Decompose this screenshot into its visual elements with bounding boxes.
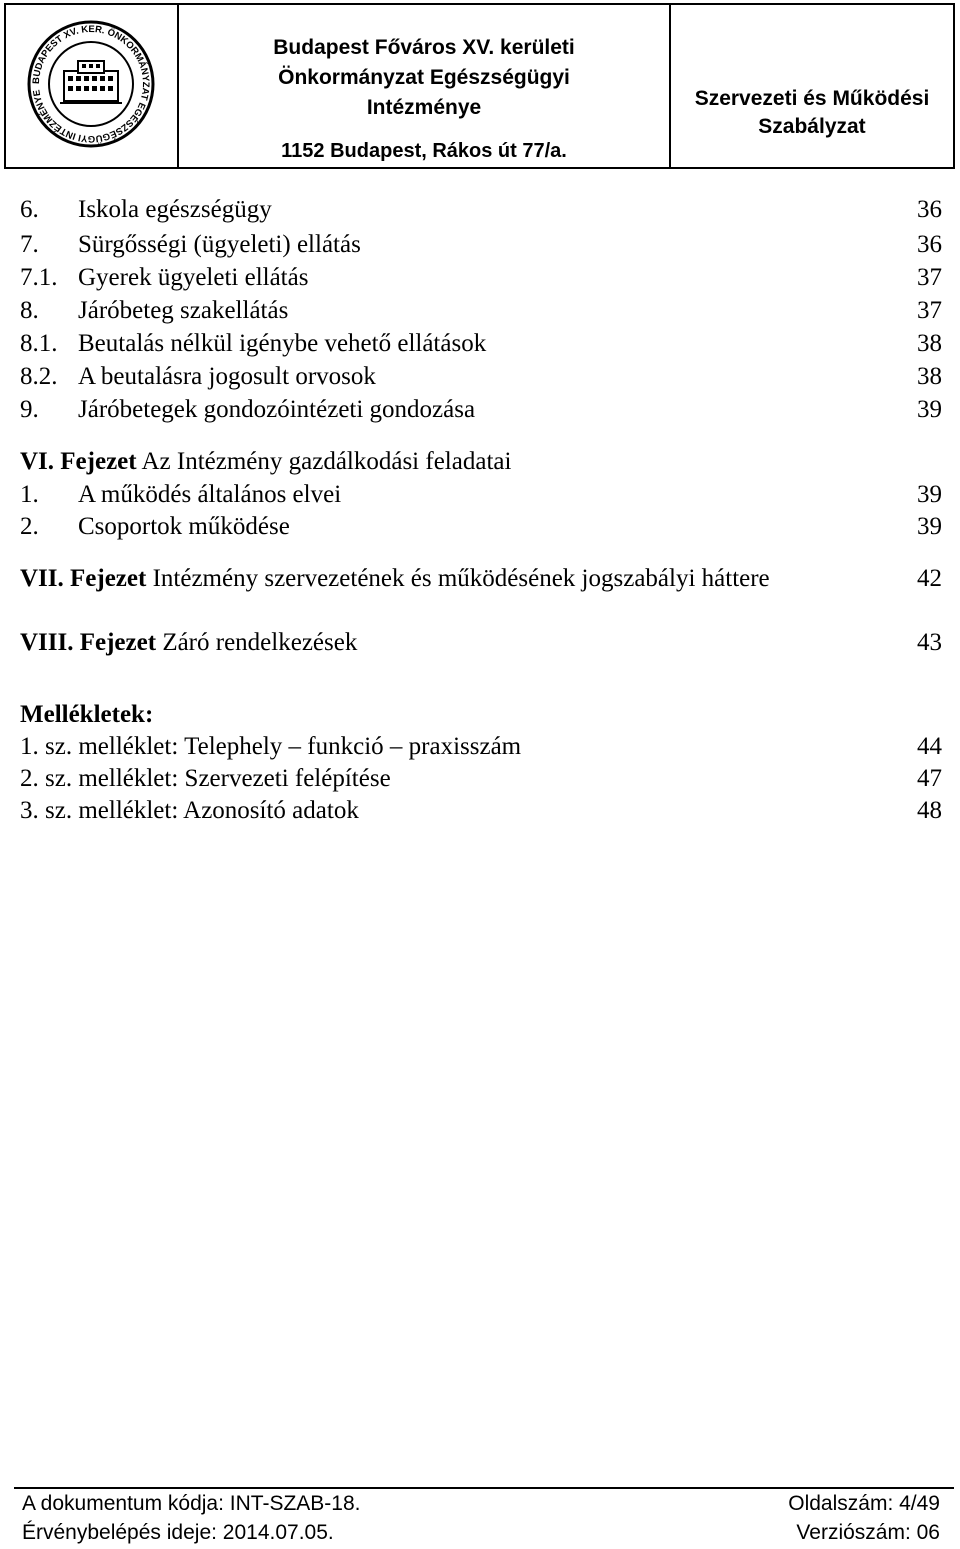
toc-entry-number: 7.1. xyxy=(20,264,58,291)
organization-address: 1152 Budapest, Rákos út 77/a. xyxy=(281,140,567,162)
toc-entry-page: 42 xyxy=(917,565,942,592)
toc-entry-title: Beutalás nélkül igénybe vehető ellátások xyxy=(78,330,487,357)
toc-entry[interactable] xyxy=(20,229,942,261)
chapter-title: Záró rendelkezések xyxy=(162,629,358,656)
attachments-heading xyxy=(20,699,942,731)
document-title xyxy=(671,85,953,141)
chapter-label: VI. Fejezet xyxy=(20,448,137,475)
toc-entry-page: 43 xyxy=(917,629,942,656)
organization-name xyxy=(179,33,669,123)
toc-chapter-vii[interactable] xyxy=(20,563,942,595)
attachment-page: 44 xyxy=(917,733,942,760)
toc-entry-title: Járóbetegek gondozóintézeti gondozása xyxy=(78,396,476,423)
toc-entry[interactable] xyxy=(20,194,942,226)
toc-entry-page: 37 xyxy=(917,264,942,291)
toc-entry-page: 39 xyxy=(917,396,942,423)
attachment-title: 3. sz. melléklet: Azonosító adatok xyxy=(20,797,359,824)
toc-chapter-title xyxy=(20,563,770,595)
toc-entry-title: Sürgősségi (ügyeleti) ellátás xyxy=(78,231,361,258)
toc-entry-title: A működés általános elvei xyxy=(78,481,342,508)
organization-name-line3: Intézménye xyxy=(366,96,482,119)
toc-entry-number: 6. xyxy=(20,196,39,223)
attachment-title: 1. sz. melléklet: Telephely – funkció – praxisszám xyxy=(20,733,522,760)
toc-entry-number: 7. xyxy=(20,231,39,258)
toc-entry-page: 39 xyxy=(917,513,942,540)
document-title-line2: Szabályzat xyxy=(758,115,866,138)
toc-chapter-title xyxy=(20,627,357,659)
document-code: A dokumentum kódja: INT-SZAB-18. xyxy=(22,1492,361,1515)
footer-row-1 xyxy=(14,1489,954,1518)
effective-date: Érvénybelépés ideje: 2014.07.05. xyxy=(22,1521,334,1544)
toc-entry-page: 38 xyxy=(917,363,942,390)
toc-chapter-vi[interactable] xyxy=(20,446,942,478)
toc-entry[interactable] xyxy=(20,328,942,360)
toc-entry-title: Járóbeteg szakellátás xyxy=(78,297,289,324)
toc-chapter-title xyxy=(20,446,511,478)
toc-entry[interactable] xyxy=(20,479,942,511)
toc-entry[interactable] xyxy=(20,361,942,393)
toc-entry-page: 38 xyxy=(917,330,942,357)
page-number: Oldalszám: 4/49 xyxy=(788,1492,940,1515)
document-title-cell xyxy=(671,5,953,167)
toc-entry-title: A beutalásra jogosult orvosok xyxy=(78,363,376,390)
toc-entry-number: 8. xyxy=(20,297,39,324)
chapter-label: VIII. Fejezet xyxy=(20,629,157,656)
toc-entry[interactable] xyxy=(20,394,942,426)
chapter-title: Az Intézmény gazdálkodási feladatai xyxy=(141,448,512,475)
toc-entry-number: 8.1. xyxy=(20,330,58,357)
toc-entry-page: 37 xyxy=(917,297,942,324)
organization-name-line2: Önkormányzat Egészségügyi xyxy=(278,66,570,89)
chapter-label: VII. Fejezet xyxy=(20,565,147,592)
attachment-title: 2. sz. melléklet: Szervezeti felépítése xyxy=(20,765,391,792)
toc-entry-number: 2. xyxy=(20,513,39,540)
toc-entry[interactable] xyxy=(20,295,942,327)
attachment-page: 48 xyxy=(917,797,942,824)
attachment-page: 47 xyxy=(917,765,942,792)
toc-entry-page: 39 xyxy=(917,481,942,508)
document-footer xyxy=(14,1487,954,1547)
institution-seal-icon xyxy=(26,19,156,149)
toc-entry-title: Gyerek ügyeleti ellátás xyxy=(78,264,309,291)
version-number: Verziószám: 06 xyxy=(796,1521,940,1544)
toc-entry-title: Iskola egészségügy xyxy=(78,196,272,223)
toc-entry[interactable] xyxy=(20,262,942,294)
attachment-entry[interactable] xyxy=(20,795,942,827)
toc-entry-title: Csoportok működése xyxy=(78,513,290,540)
attachment-entry[interactable] xyxy=(20,731,942,763)
chapter-title: Intézmény szervezetének és működésének jogszabályi háttere xyxy=(152,565,770,592)
document-header xyxy=(4,3,955,169)
toc-entry-page: 36 xyxy=(917,196,942,223)
organization-name-line1: Budapest Főváros XV. kerületi xyxy=(273,36,575,59)
toc-entry-number: 1. xyxy=(20,481,39,508)
toc-chapter-viii[interactable] xyxy=(20,627,942,659)
organization-cell xyxy=(179,5,671,167)
toc-entry-page: 36 xyxy=(917,231,942,258)
svg-text:BUDAPEST XV. KER. ÖNKORMÁNYZAT: BUDAPEST XV. KER. ÖNKORMÁNYZAT EGÉSZSÉGÜGYI INTÉZMÉNYE xyxy=(30,23,152,145)
toc-entry-number: 9. xyxy=(20,396,39,423)
toc-entry-number: 8.2. xyxy=(20,363,58,390)
attachment-entry[interactable] xyxy=(20,763,942,795)
footer-row-2 xyxy=(14,1518,954,1547)
toc-entry[interactable] xyxy=(20,511,942,543)
document-title-line1: Szervezeti és Működési xyxy=(694,87,930,110)
attachments-heading-text: Mellékletek: xyxy=(20,701,154,728)
logo-cell xyxy=(6,5,179,167)
